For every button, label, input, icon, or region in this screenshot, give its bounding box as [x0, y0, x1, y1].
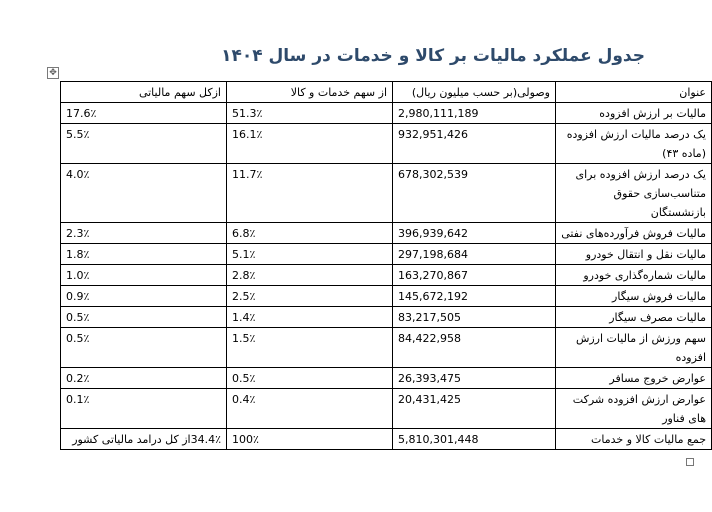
table-row: [61, 286, 712, 307]
row-title: مالیات شماره‌گذاری خودرو: [556, 265, 712, 286]
row-share-tax: 0.5٪: [61, 307, 227, 328]
table-row: [61, 389, 712, 429]
row-share-goods: 1.5٪: [227, 328, 393, 368]
row-share-tax: 0.2٪: [61, 368, 227, 389]
total-share-goods: 100٪: [227, 429, 393, 450]
total-share-tax: 34.4٪از کل درامد مالیاتی کشور: [61, 429, 227, 450]
row-revenue: 2,980,111,189: [393, 103, 556, 124]
row-share-goods: 5.1٪: [227, 244, 393, 265]
document-title: جدول عملکرد مالیات بر کالا و خدمات در سال ۱۴۰۴: [221, 46, 645, 66]
table-row: [61, 223, 712, 244]
table-total-row: [61, 429, 712, 450]
table-resize-handle[interactable]: [686, 458, 694, 466]
row-share-tax: 1.8٪: [61, 244, 227, 265]
row-share-tax: 0.5٪: [61, 328, 227, 368]
row-revenue: 84,422,958: [393, 328, 556, 368]
table-row: [61, 244, 712, 265]
row-share-goods: 11.7٪: [227, 164, 393, 223]
table-row: [61, 328, 712, 368]
row-share-goods: 2.5٪: [227, 286, 393, 307]
row-share-goods: 6.8٪: [227, 223, 393, 244]
row-title: عوارض خروج مسافر: [556, 368, 712, 389]
table-row: [61, 103, 712, 124]
table-row: [61, 164, 712, 223]
header-title: عنوان: [556, 82, 712, 103]
row-title: مالیات نقل و انتقال خودرو: [556, 244, 712, 265]
row-share-goods: 1.4٪: [227, 307, 393, 328]
row-share-tax: 0.1٪: [61, 389, 227, 429]
row-title: عوارض ارزش افزوده شرکت های فناور: [556, 389, 712, 429]
row-revenue: 932,951,426: [393, 124, 556, 164]
row-share-tax: 2.3٪: [61, 223, 227, 244]
row-revenue: 163,270,867: [393, 265, 556, 286]
row-revenue: 678,302,539: [393, 164, 556, 223]
row-revenue: 83,217,505: [393, 307, 556, 328]
row-title: مالیات مصرف سیگار: [556, 307, 712, 328]
table-header-row: [61, 82, 712, 103]
row-share-goods: 0.4٪: [227, 389, 393, 429]
row-title: یک درصد مالیات ارزش افزوده (ماده ۴۳): [556, 124, 712, 164]
total-title: جمع مالیات کالا و خدمات: [556, 429, 712, 450]
table-row: [61, 124, 712, 164]
table-row: [61, 307, 712, 328]
row-revenue: 145,672,192: [393, 286, 556, 307]
row-share-tax: 4.0٪: [61, 164, 227, 223]
header-share-tax: ازکل سهم مالیاتی: [61, 82, 227, 103]
row-share-tax: 0.9٪: [61, 286, 227, 307]
row-share-tax: 17.6٪: [61, 103, 227, 124]
table-move-handle-icon[interactable]: ✥: [47, 67, 59, 79]
row-title: مالیات بر ارزش افزوده: [556, 103, 712, 124]
row-title: سهم ورزش از مالیات ارزش افزوده: [556, 328, 712, 368]
row-share-goods: 16.1٪: [227, 124, 393, 164]
row-title: مالیات فروش فرآورده‌های نفتی: [556, 223, 712, 244]
row-share-goods: 2.8٪: [227, 265, 393, 286]
row-share-goods: 51.3٪: [227, 103, 393, 124]
row-revenue: 396,939,642: [393, 223, 556, 244]
row-share-tax: 5.5٪: [61, 124, 227, 164]
header-revenue: وصولی(بر حسب میلیون ریال): [393, 82, 556, 103]
row-share-tax: 1.0٪: [61, 265, 227, 286]
row-share-goods: 0.5٪: [227, 368, 393, 389]
table-row: [61, 265, 712, 286]
table-row: [61, 368, 712, 389]
row-revenue: 26,393,475: [393, 368, 556, 389]
total-revenue: 5,810,301,448: [393, 429, 556, 450]
row-revenue: 20,431,425: [393, 389, 556, 429]
row-title: مالیات فروش سیگار: [556, 286, 712, 307]
header-share-goods: از سهم خدمات و کالا: [227, 82, 393, 103]
row-revenue: 297,198,684: [393, 244, 556, 265]
row-title: یک درصد ارزش افزوده برای متناسب‌سازی حقوق بازنشستگان: [556, 164, 712, 223]
tax-table: [60, 81, 712, 450]
